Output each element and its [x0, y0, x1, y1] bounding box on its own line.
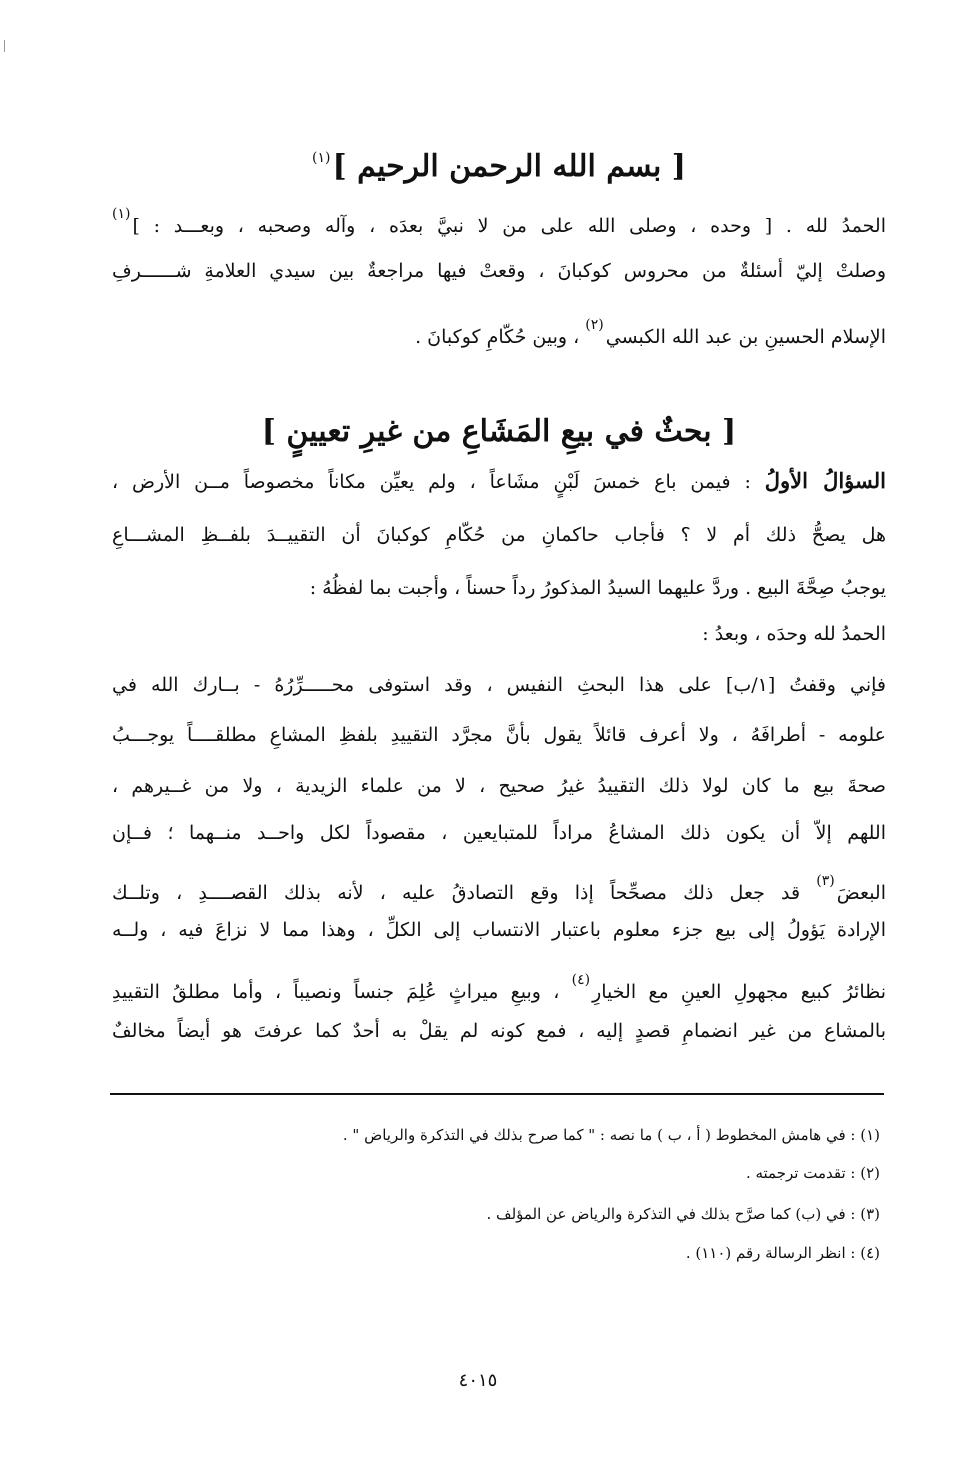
- body-line-5: [112, 670, 886, 700]
- body-line-10: [112, 915, 886, 945]
- intro-line-2-text: وصلتْ إليّ أسئلةٌ من محروس كوكبانَ ، وقعتْ فيها مراجعةٌ بين سيدي العلامةِ شــــــرفِ: [112, 260, 886, 282]
- body-line-2: [112, 520, 886, 550]
- section-title-text: [ بحثٌ في بيعِ المَشَاعِ من غيرِ تعيينٍ ]: [261, 414, 737, 449]
- body-line-3-text: يوجبُ صِحَّةَ البيع . وردَّ عليهما السيدُ المذكورُ رداً حسناً ، وأجبت بما لفظُهُ :: [309, 577, 886, 599]
- body-line-1-text: : فيمن باع خمسَ لَبْنٍ مشَاعاً ، ولم يعيِّن مكاناً مخصوصاً مــن الأرض ،: [112, 471, 765, 493]
- body-line-10-text: الإرادة يَؤولُ إلى بيع جزء معلوم باعتبار الانتساب إلى الكلِّ ، وهذا مما لا نزاعَ فيه ، ولــه: [112, 919, 886, 941]
- body-line-9: [112, 866, 886, 908]
- intro-line-3-text: الإسلام الحسينِ بن عبد الله الكبسي: [605, 326, 886, 348]
- body-line-7-text: صحةَ بيع ما كان لولا ذلك التقييدُ غيرُ صحيح ، لا من علماء الزيدية ، ولا من غــيرهم ،: [112, 775, 886, 797]
- body-line-11-note: (٤): [571, 972, 591, 988]
- footnote-separator: [110, 1093, 884, 1095]
- question-lead: السؤالُ الأولُ: [764, 468, 886, 493]
- body-line-12-text: بالمشاع من غير انضمامِ قصدٍ إليه ، فمع كونه لم يقلْ به أحدٌ كما عرفتَ هو أيضاً مخالفٌ: [112, 1020, 886, 1042]
- footnote-4: (٤) : انظر الرسالة رقم (١١٠) .: [685, 1244, 880, 1262]
- body-line-4: [112, 619, 886, 649]
- body-line-8-text: اللهم إلاّ أن يكون ذلك المشاعُ مراداً للمتبايعين ، مقصوداً لكل واحــد منــهما ؛ فــإن: [112, 822, 886, 844]
- scan-edge-mark: [4, 40, 5, 52]
- intro-line-1-note: (١): [112, 206, 131, 222]
- basmala-footnote-ref: (١): [312, 150, 331, 166]
- body-line-5-text: فإني وقفتُ [١/ب] على هذا البحثِ النفيس ، وقد استوفى محـــــرِّرُهُ - بــارك الله في: [112, 674, 886, 696]
- footnote-1: (١) : في هامش المخطوط ( أ ، ب ) ما نصه : " كما صرح بذلك في التذكرة والرياض " .: [342, 1126, 880, 1144]
- intro-line-1: [112, 199, 886, 241]
- body-line-9-text: البعضَ: [836, 882, 886, 904]
- body-line-8: [112, 818, 886, 848]
- section-heading: [112, 412, 886, 452]
- intro-line-2: [112, 256, 886, 286]
- page-number: ٤٠١٥: [458, 1370, 498, 1391]
- basmala-text: [ بسم الله الرحمن الرحيم ]: [332, 149, 686, 184]
- footnote-2: (٢) : تقدمت ترجمته .: [745, 1164, 880, 1182]
- intro-line-1-text: الحمدُ لله . [ وحده ، وصلى الله على من لا نبيَّ بعدَه ، وآله وصحبه ، وبعـــد : ]: [132, 215, 886, 237]
- intro-line-3: [112, 310, 886, 352]
- intro-line-3-note: (٢): [585, 317, 604, 333]
- body-line-7: [112, 771, 886, 801]
- body-line-6-text: علومه - أطرافَهُ ، ولا أعرف قائلاً يقول بأنَّ مجرَّد التقييدِ بلفظِ المشاعِ مطلقــــاً يوجـــبُ: [112, 724, 886, 746]
- body-line-11-text: نظائرُ كبيع مجهولِ العينِ مع الخيارِ: [592, 981, 887, 1003]
- body-line-6: [112, 720, 886, 750]
- intro-line-3-tail: ، وبين حُكّامِ كوكبانَ .: [415, 326, 586, 348]
- body-line-3: [112, 573, 886, 603]
- body-line-11: [112, 965, 886, 1007]
- body-line-12: [112, 1016, 886, 1046]
- body-line-2-text: هل يصحُّ ذلك أم لا ؟ فأجاب حاكمانِ من حُكّامِ كوكبانَ أن التقييــدَ بلفــظِ المشـــاعِ: [112, 524, 886, 546]
- body-line-1: [112, 466, 886, 497]
- body-line-9-note: (٣): [816, 873, 835, 889]
- body-line-9-tail: قد جعل ذلك مصحِّحاً إذا وقع التصادقُ عليه ، لأنه بذلك القصــــدِ ، وتلــك: [112, 882, 817, 904]
- body-line-11-tail: ، وبيعِ ميراثٍ عُلِمَ جنساً ونصيباً ، وأما مطلقُ التقييدِ: [112, 981, 572, 1003]
- footnote-3: (٣) : في (ب) كما صرَّح بذلك في التذكرة والرياض عن المؤلف .: [486, 1205, 880, 1223]
- body-line-4-text: الحمدُ لله وحدَه ، وبعدُ :: [702, 623, 886, 645]
- basmala-heading: [112, 138, 886, 187]
